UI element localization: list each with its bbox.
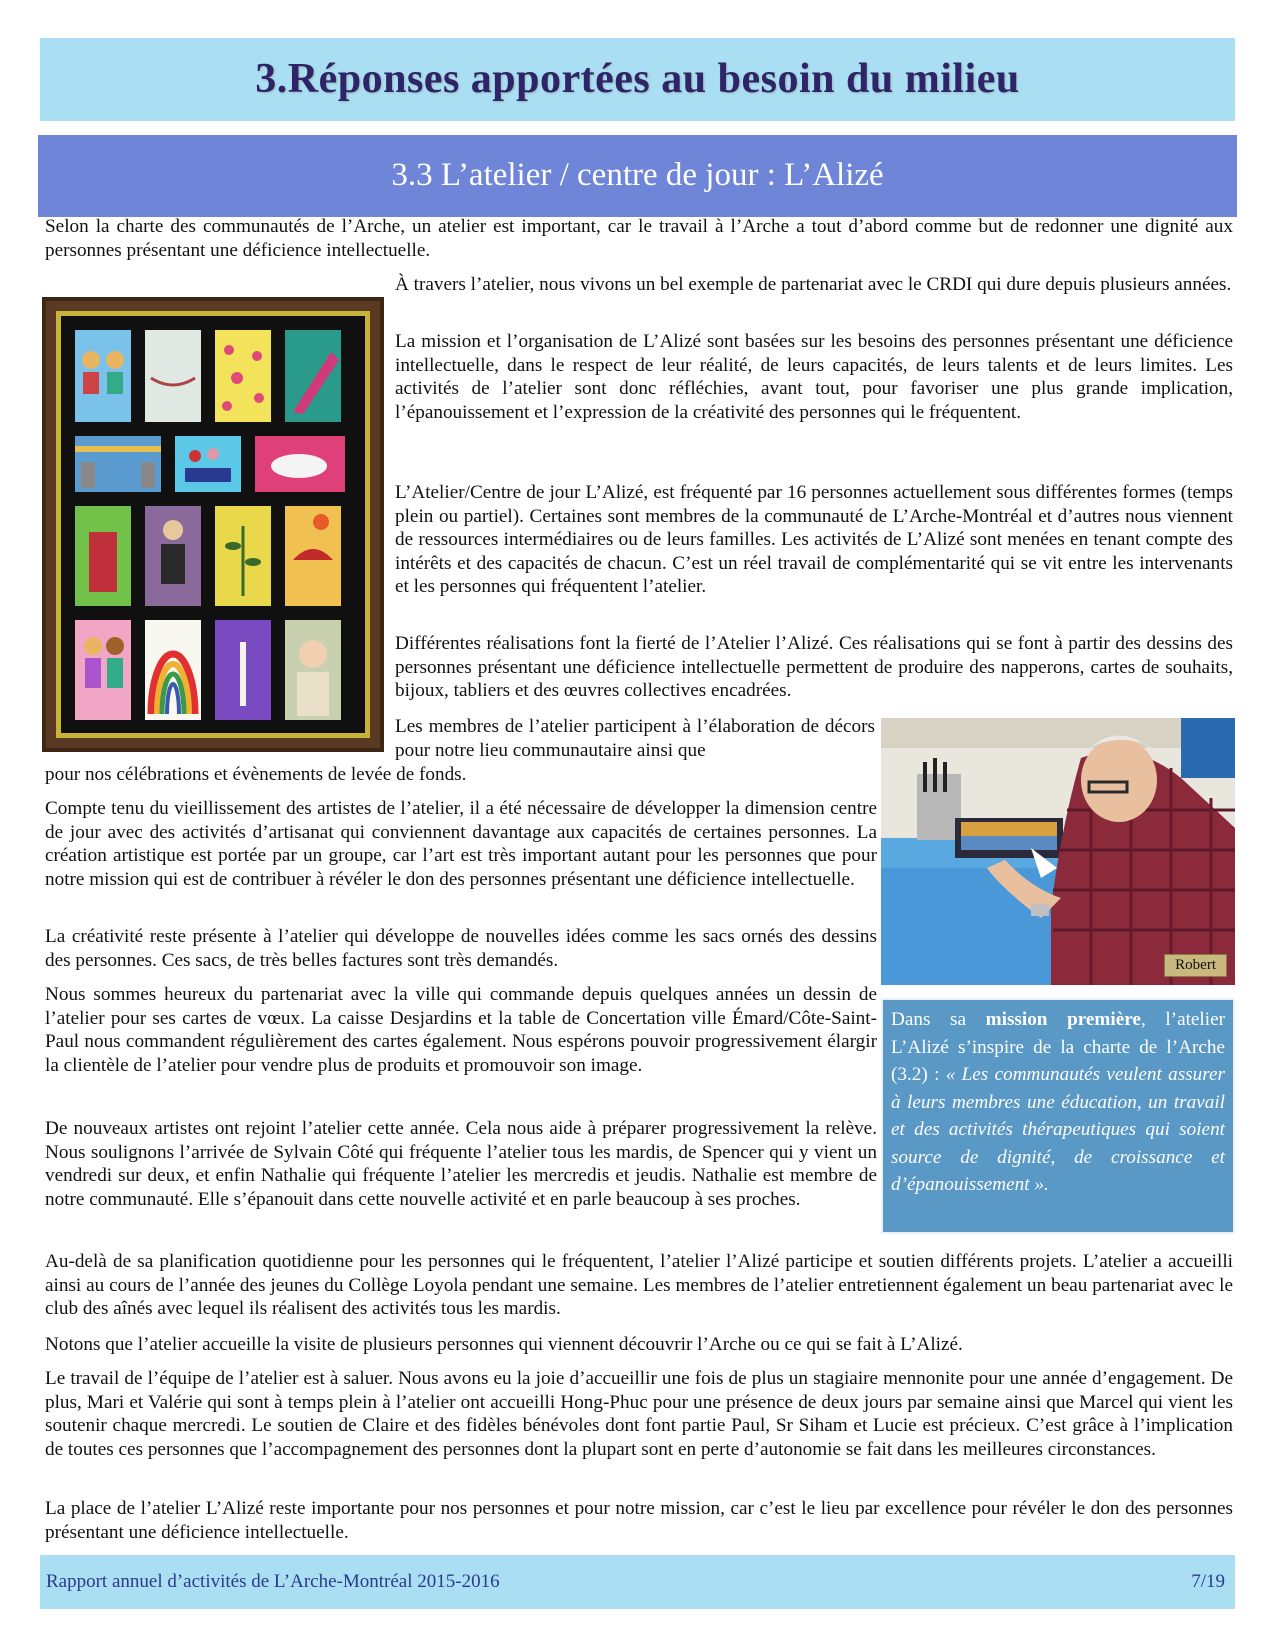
page-footer — [40, 1555, 1235, 1609]
paragraph-team: Le travail de l’équipe de l’atelier est à saluer. Nous avons eu la joie d’accueillir une fois de plus un stagiaire mennonite pour une année d’engagement. De plus, Mari et Valérie qui sont à temps plein à l’atelier ont accueilli Hong-Phuc pour une présence de deux jours par semaine ainsi que Marcel qui vient les soutenir chaque mercredi. Le soutien de Claire et des fidèles bénévoles dont font partie Paul, Sr Siham et Lucie est précieux. C’est grâce à l’implication de toutes ces personnes que l’accompagnement des personnes dont la plupart sont en perte d’autonomie se fait dans les meilleures circonstances. — [45, 1368, 1233, 1460]
quote-mid: , l’atelier L’Alizé s’inspire de la charte de l’Arche (3.2) : — [891, 1009, 1226, 1085]
mission-quote-box — [881, 998, 1235, 1234]
footer-page-number: 7/19 — [1191, 1571, 1225, 1592]
paragraph-city-partnership: Nous sommes heureux du partenariat avec la ville qui commande depuis quelques années un dessin de l’atelier pour ses cartes de vœux. La caisse Desjardins et la table de Concertation ville Émard/Côte-Saint-Paul nous commandent régulièrement des cartes également. Nous espérons pouvoir progressivement élargir la clientèle de l’atelier pour vendre plus de produits et promouvoir son image. — [45, 984, 877, 1076]
section-header — [38, 135, 1237, 217]
paragraph-projects: Au-delà de sa planification quotidienne pour les personnes qui le fréquentent, l’atelier l’Alizé participe et soutien différents projets. L’atelier a accueilli ainsi au cours de l’année des jeunes du Collège Loyola pendant une semaine. Les membres de l’atelier entretiennent également un beau partenariat avec le club des aînés avec lequel ils réalisent des activités tous les mardis. — [45, 1251, 1233, 1319]
paragraph-mission: La mission et l’organisation de L’Alizé sont basées sur les besoins des personnes présentant une déficience intellectuelle, dans le respect de leur réalité, de leurs capacités, de leurs talents et de leurs limites. Les activités de l’atelier sont donc réfléchies, avant tout, pour favoriser une plus grande implication, l’épanouissement et l’expression de la créativité des personnes qui le fréquentent. — [395, 331, 1233, 423]
tile-people-boat — [175, 436, 241, 492]
footer-report-title: Rapport annuel d’activités de L’Arche-Montréal 2015-2016 — [46, 1571, 500, 1592]
paragraph-decor-part1: Les membres de l’atelier participent à l’élaboration de décors pour notre lieu communautaire ainsi que — [395, 716, 875, 761]
photo-robert-illustration — [881, 718, 1235, 985]
paragraph-partnership: À travers l’atelier, nous vivons un bel exemple de partenariat avec le CRDI qui dure depuis plusieurs années. — [395, 274, 1232, 295]
paragraph-realisations: Différentes réalisations font la fierté de l’Atelier l’Alizé. Ces réalisations qui se font à partir des dessins des personnes présentant une déficience intellectuelle permettent de produire des napperons, cartes de souhaits, bijoux, tabliers et des œuvres collectives encadrées. — [395, 633, 1233, 701]
photo-robert — [881, 718, 1235, 985]
paragraph-new-artists: De nouveaux artistes ont rejoint l’atelier cette année. Cela nous aide à préparer progressivement la relève. Nous soulignons l’arrivée de Sylvain Côté qui fréquente l’atelier tous les mardis, de Spencer qui y vient un vendredi sur deux, et enfin Nathalie qui fréquente l’atelier les mercredis et jeudis. Nathalie est membre de notre communauté. Elle s’épanouit dans cette nouvelle activité et en parle beaucoup à ses proches. — [45, 1118, 877, 1210]
artwork-mat — [56, 311, 370, 738]
page-header — [40, 38, 1235, 121]
paragraph-decor-part2: pour nos célébrations et évènements de levée de fonds. — [45, 764, 467, 785]
page-title: 3.Réponses apportées au besoin du milieu — [255, 56, 1020, 102]
section-title: 3.3 L’atelier / centre de jour : L’Alizé — [391, 157, 884, 193]
tile-hand — [285, 330, 341, 422]
tile-boat — [145, 330, 201, 422]
quote-bold: mission première — [985, 1009, 1141, 1030]
artwork-tiles — [61, 316, 365, 733]
paragraph-creativity: La créativité reste présente à l’atelier qui développe de nouvelles idées comme les sacs ornés des dessins des personnes. Ces sacs, de très belles factures sont très demandés. — [45, 926, 877, 971]
quote-citation: « Les communautés veulent assurer à leurs membres une éducation, un travail et des activités thérapeutiques qui soient source de dignité, de croissance et d’épanouissement ». — [891, 1064, 1225, 1195]
paragraph-intro: Selon la charte des communautés de l’Arche, un atelier est important, car le travail à l’Arche a tout d’abord comme but de redonner une dignité aux personnes présentant une déficience intellectuelle. — [45, 216, 1233, 261]
photo-caption: Robert — [1164, 954, 1227, 977]
paragraph-aging: Compte tenu du vieillissement des artistes de l’atelier, il a été nécessaire de développer la dimension centre de jour avec des activités d’artisanat qui conviennent davantage aux capacités de certaines personnes. La création artistique est portée par un groupe, car l’art est très important autant pour les personnes que pour notre mission qui est de contribuer à révéler le don des personnes présentant une déficience intellectuelle. — [45, 798, 877, 890]
paragraph-conclusion: La place de l’atelier L’Alizé reste importante pour nos personnes et pour notre mission, car c’est le lieu par excellence pour révéler le don des personnes présentant une déficience intellectuelle. — [45, 1498, 1233, 1543]
paragraph-visits: Notons que l’atelier accueille la visite de plusieurs personnes qui viennent découvrir l’Arche ou ce qui se fait à L’Alizé. — [45, 1334, 963, 1355]
paragraph-attendance: L’Atelier/Centre de jour L’Alizé, est fréquenté par 16 personnes actuellement sous différentes formes (temps plein ou partiel). Certaines sont membres de la communauté de L’Arche-Montréal et d’autres nous viennent de ressources intermédiaires ou de leurs familles. Les activités de L’Alizé sont menées en tenant compte des intérêts et des capacités de chacun. C’est un réel travail de complémentarité qui se vit entre les intervenants et les personnes qui fréquentent l’atelier. — [395, 482, 1233, 597]
framed-artwork-image — [42, 297, 384, 752]
quote-lead: Dans sa — [891, 1009, 986, 1030]
